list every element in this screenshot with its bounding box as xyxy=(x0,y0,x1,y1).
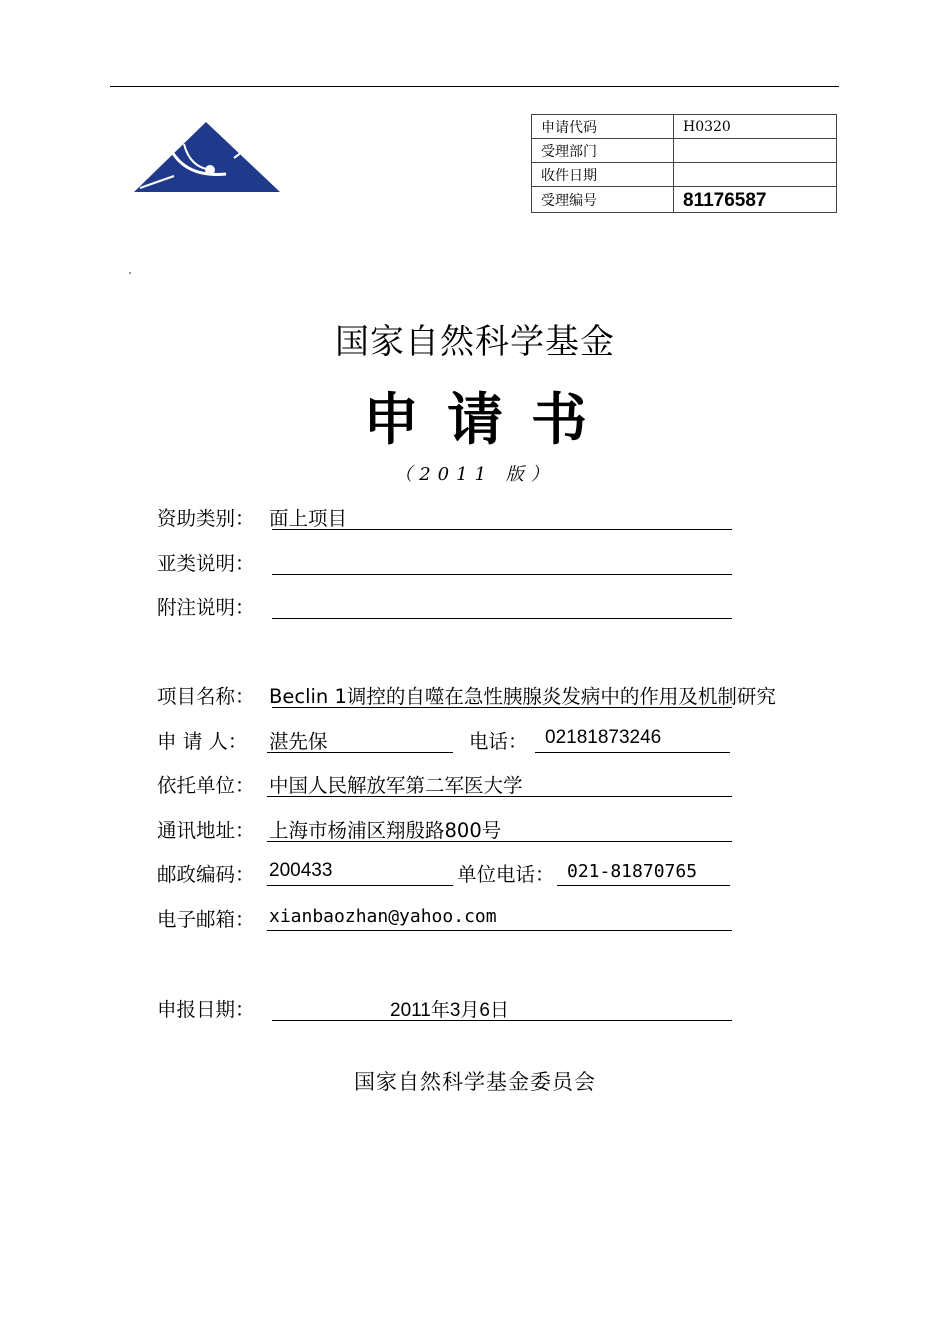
field-value: xianbaozhan@yahoo.com xyxy=(269,906,497,927)
field-underline xyxy=(267,930,732,931)
field-underline xyxy=(535,752,730,753)
field-underline xyxy=(557,885,730,886)
field-label: 项目名称： xyxy=(157,685,255,708)
edition-label: （2011 版） xyxy=(394,464,556,485)
phone-value: 02181873246 xyxy=(545,727,662,748)
info-label: 受理编号 xyxy=(532,187,674,213)
field-value: 2011年3月6日 xyxy=(390,1000,509,1021)
field-value: 湛先保 xyxy=(269,730,328,753)
field-underline xyxy=(267,885,453,886)
unit-phone-value: 021-81870765 xyxy=(567,861,698,882)
field-label: 申报日期： xyxy=(157,998,255,1021)
phone-label: 电话： xyxy=(469,730,528,753)
org-title: 国家自然科学基金 xyxy=(335,322,615,362)
info-table xyxy=(531,114,837,213)
table-row xyxy=(532,115,837,139)
doc-title: 申请书 xyxy=(363,388,615,453)
table-row xyxy=(532,187,837,213)
field-value: 200433 xyxy=(269,860,333,881)
info-label: 申请代码 xyxy=(532,115,674,139)
field-underline xyxy=(272,574,732,575)
field-label: 电子邮箱： xyxy=(157,908,255,931)
info-value: 81176587 xyxy=(674,187,837,213)
table-row xyxy=(532,163,837,187)
stray-dot xyxy=(129,272,131,274)
nsfc-logo-icon xyxy=(130,118,282,198)
info-value: H0320 xyxy=(674,115,837,139)
field-label: 亚类说明： xyxy=(157,552,255,575)
field-label: 资助类别： xyxy=(157,507,255,530)
header-rule xyxy=(110,86,839,87)
field-value: 上海市杨浦区翔殷路800号 xyxy=(269,819,502,842)
field-label: 依托单位： xyxy=(157,774,255,797)
info-value xyxy=(674,163,837,187)
field-label: 通讯地址： xyxy=(157,819,255,842)
info-value xyxy=(674,139,837,163)
field-value: 面上项目 xyxy=(269,507,348,530)
field-label: 附注说明： xyxy=(157,596,255,619)
footer-org: 国家自然科学基金委员会 xyxy=(354,1070,596,1094)
unit-phone-label: 单位电话： xyxy=(457,863,555,886)
field-label: 申 请 人： xyxy=(157,730,248,753)
info-label: 收件日期 xyxy=(532,163,674,187)
field-label: 邮政编码： xyxy=(157,863,255,886)
field-underline xyxy=(272,618,732,619)
table-row xyxy=(532,139,837,163)
info-label: 受理部门 xyxy=(532,139,674,163)
field-value: 中国人民解放军第二军医大学 xyxy=(269,774,523,797)
field-value: Beclin 1调控的自噬在急性胰腺炎发病中的作用及机制研究 xyxy=(269,685,776,708)
